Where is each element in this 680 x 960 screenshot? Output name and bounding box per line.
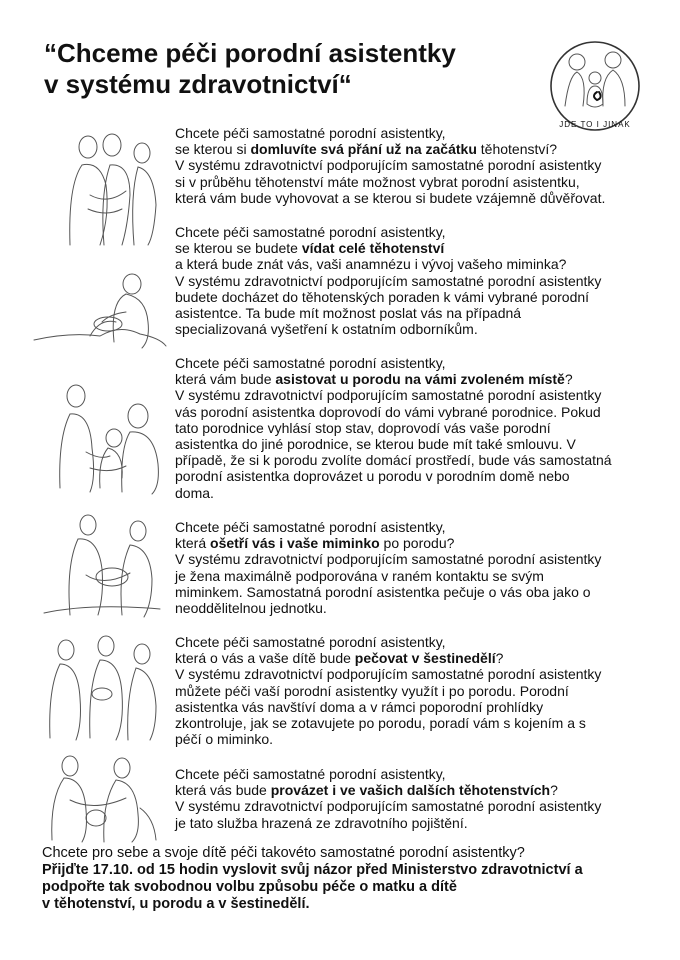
section-line: která vás bude provázet i ve vašich dalších těhotenstvích? <box>175 782 558 799</box>
section-line: V systému zdravotnictví podporujícím samostatné porodní asistentky <box>175 157 602 174</box>
title-line-2: v systému zdravotnictví“ <box>44 69 352 99</box>
section-line: která vám bude asistovat u porodu na vámi zvoleném místě? <box>175 371 573 388</box>
section-line: specializovaná vyšetření k ostatním odborníkům. <box>175 321 478 338</box>
section-line: Chcete péči samostatné porodní asistentky, <box>175 519 446 535</box>
section-line: se kterou si domluvíte svá přání už na začátku těhotenství? <box>175 141 558 158</box>
footer-call-line: podpořte tak svobodnou volbu způsobu péče o matku a dítě <box>42 879 457 895</box>
section-line: V systému zdravotnictví podporujícím samostatné porodní asistentky <box>175 272 602 289</box>
section-further-pregnancies <box>175 766 645 831</box>
section-line: budete docházet do těhotenských poraden k vámi vybrané porodní <box>175 288 590 305</box>
section-line: můžete péči vaší porodní asistentky využít i po porodu. Porodní <box>175 682 569 699</box>
section-line: asistentka vás navštíví doma a v rámci poporodní prohlídky <box>175 698 544 715</box>
section-line: je tato služba hrazená ze zdravotního pojištění. <box>175 814 468 831</box>
section-postpartum-care <box>175 634 645 747</box>
footer-call-line: v těhotenství, u porodu a v šestinedělí. <box>42 896 310 912</box>
couple-embracing-illustration <box>30 125 170 255</box>
section-line: V systému zdravotnictví podporujícím samostatné porodní asistentky <box>175 798 602 815</box>
section-line: asistentce. Ta bude mít možnost poslat vás na případná <box>175 305 522 322</box>
section-birth-assistance <box>175 355 645 501</box>
section-newborn-care <box>175 519 645 616</box>
section-line: zkontroluje, jak se zotavujete po porodu, poradí vám s kojením a s <box>175 715 586 732</box>
section-line: V systému zdravotnictví podporujícím samostatné porodní asistentky <box>175 551 602 568</box>
birth-support-illustration <box>30 368 170 498</box>
section-line: asistentka do jiné porodnice, se kterou bude mít také smlouvu. V <box>175 436 576 453</box>
logo-text: JDE TO I JINAK <box>559 120 631 129</box>
section-line: Chcete péči samostatné porodní asistentky, <box>175 766 446 782</box>
section-line: případě, že si k porodu zvolíte domácí prostředí, bude vás samostatná <box>175 452 612 469</box>
section-line: porodní asistentka doprovázet u porodu v porodním domě nebo <box>175 468 570 485</box>
section-line: tato porodnice vyhlásí stop stav, doprovodí vás vaše porodní <box>175 419 551 436</box>
footer-call-line: Přijďte 17.10. od 15 hodin vyslovit svůj názor před Ministerstvo zdravotnictví a <box>42 862 583 878</box>
footer-call-to-action <box>42 845 652 913</box>
section-line: Chcete péči samostatné porodní asistentky, <box>175 125 446 141</box>
family-support-illustration <box>30 748 170 843</box>
section-line: neoddělitelnou jednotku. <box>175 600 327 617</box>
section-line: která vám bude vyhovovat a se kterou si budete vzájemně důvěřovat. <box>175 189 606 206</box>
section-line: která o vás a vaše dítě bude pečovat v šestinedělí? <box>175 650 504 667</box>
section-line: je žena maximálně podporována v raném kontaktu se svým <box>175 567 544 584</box>
section-line: doma. <box>175 484 214 501</box>
section-line: péčí o miminko. <box>175 731 274 748</box>
title-line-1: “Chceme péči porodní asistentky <box>44 38 456 68</box>
prenatal-check-illustration <box>30 262 170 352</box>
page-title <box>44 38 534 100</box>
section-line: a která bude znát vás, vaši anamnézu i vývoj vašeho miminka? <box>175 256 567 273</box>
section-line: si v průběhu těhotenství máte možnost vybrat porodní asistentku, <box>175 173 580 190</box>
section-line: se kterou se budete vídat celé těhotenství <box>175 240 445 257</box>
section-line: miminkem. Samostatná porodní asistentka pečuje o vás oba jako o <box>175 583 591 600</box>
postpartum-visit-illustration <box>30 628 170 743</box>
section-whole-pregnancy <box>175 224 645 337</box>
section-line: Chcete péči samostatné porodní asistentky, <box>175 355 446 371</box>
family-logo-icon <box>545 36 645 136</box>
section-line: vás porodní asistentka doprovodí do vámi vybrané porodnice. Pokud <box>175 403 601 420</box>
section-line: Chcete péči samostatné porodní asistentky, <box>175 224 446 240</box>
newborn-care-illustration <box>30 505 170 620</box>
footer-question: Chcete pro sebe a svoje dítě péči takovéto samostatné porodní asistentky? <box>42 845 525 861</box>
section-early-agreement <box>175 125 645 206</box>
section-line: V systému zdravotnictví podporujícím samostatné porodní asistentky <box>175 666 602 683</box>
section-line: V systému zdravotnictví podporujícím samostatné porodní asistentky <box>175 387 602 404</box>
section-line: Chcete péči samostatné porodní asistentky, <box>175 634 446 650</box>
section-line: která ošetří vás i vaše miminko po porodu? <box>175 535 455 552</box>
